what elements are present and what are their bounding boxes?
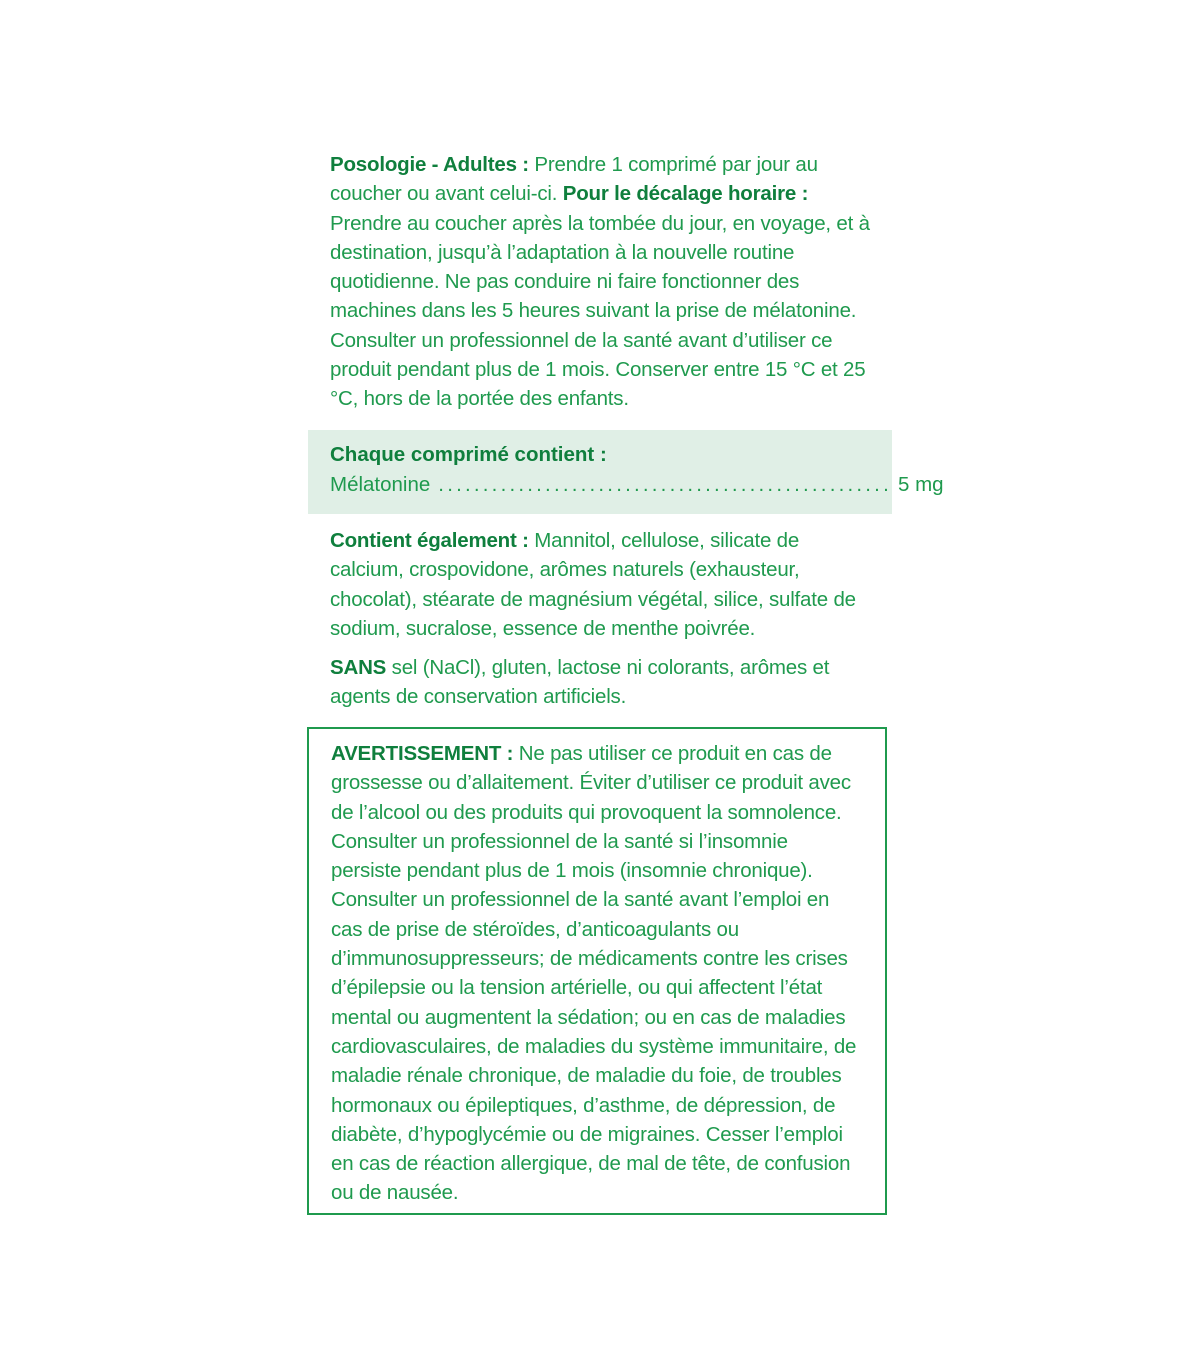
non-medicinal-ingredients (308, 526, 892, 643)
label-panel (308, 150, 944, 712)
warning-text: Ne pas utiliser ce produit en cas de grossesse ou d’allaitement. Éviter d’utiliser ce produit avec de l’alcool ou des produits qui provoquent la somnolence. Consulter un professionnel de la santé si l’insomnie persiste pendant plus de 1 mois (insomnie chronique). Consulter un professionnel de la santé avant l’emploi en cas de prise de stéroïdes, d’anticoagulants ou d’immunosuppresseurs; de médicaments contre les crises d’épilepsie ou la tension artérielle, ou qui affectent l’état mental ou augmentent la sédation; ou en cas de maladies cardiovasculaires, de maladies du système immunitaire, de maladie rénale chronique, de maladie du foie, de troubles hormonaux ou épileptiques, d’asthme, de dépression, de diabète, d’hypoglycémie ou de migraines. Cesser l’emploi en cas de réaction allergique, de mal de tête, de confusion ou de nausée. (331, 742, 857, 1205)
dosage-paragraph (308, 150, 892, 430)
dosage-jetlag-label: Pour le décalage horaire : (562, 182, 809, 206)
also-contains-label: Contient également : (330, 529, 529, 552)
warning-label: AVERTISSEMENT : (331, 742, 514, 765)
warning-box (307, 727, 887, 1215)
dosage-adults-text: Prendre 1 comprimé par jour au coucher ou avant celui-ci. (330, 153, 818, 206)
medicinal-ingredients-box (308, 430, 944, 514)
also-contains-text: Mannitol, cellulose, silicate de calcium, crospovidone, arômes naturels (exhausteur, chocolat), stéarate de magnésium végétal, silice, sulfate de sodium, sucralose, essence de menthe poivrée. (330, 529, 856, 640)
warning-paragraph (309, 739, 885, 1208)
ingredient-row (330, 470, 944, 500)
free-of-statement (308, 653, 892, 712)
ingredient-name: Mélatonine (330, 473, 431, 496)
free-of-label: SANS (330, 656, 387, 680)
ingredients-title: Chaque comprimé contient : (330, 443, 607, 466)
ingredient-amount: 5 mg (897, 473, 944, 496)
dosage-adults-label: Posologie - Adultes : (330, 153, 529, 176)
dosage-jetlag-text: Prendre au coucher après la tombée du jour, en voyage, et à destination, jusqu’à l’adaptation à la nouvelle routine quotidienne. Ne pas conduire ni faire fonctionner des machines dans les 5 heures suivant la prise de mélatonine. Consulter un professionnel de la santé avant d’utiliser ce produit pendant plus de 1 mois. Conserver entre 15 °C et 25 °C, hors de la portée des enfants. (330, 211, 870, 411)
free-of-text: sel (NaCl), gluten, lactose ni colorants, arômes et agents de conservation artificiels. (330, 656, 830, 709)
ingredient-leader-dots: ................................................... (438, 473, 892, 496)
